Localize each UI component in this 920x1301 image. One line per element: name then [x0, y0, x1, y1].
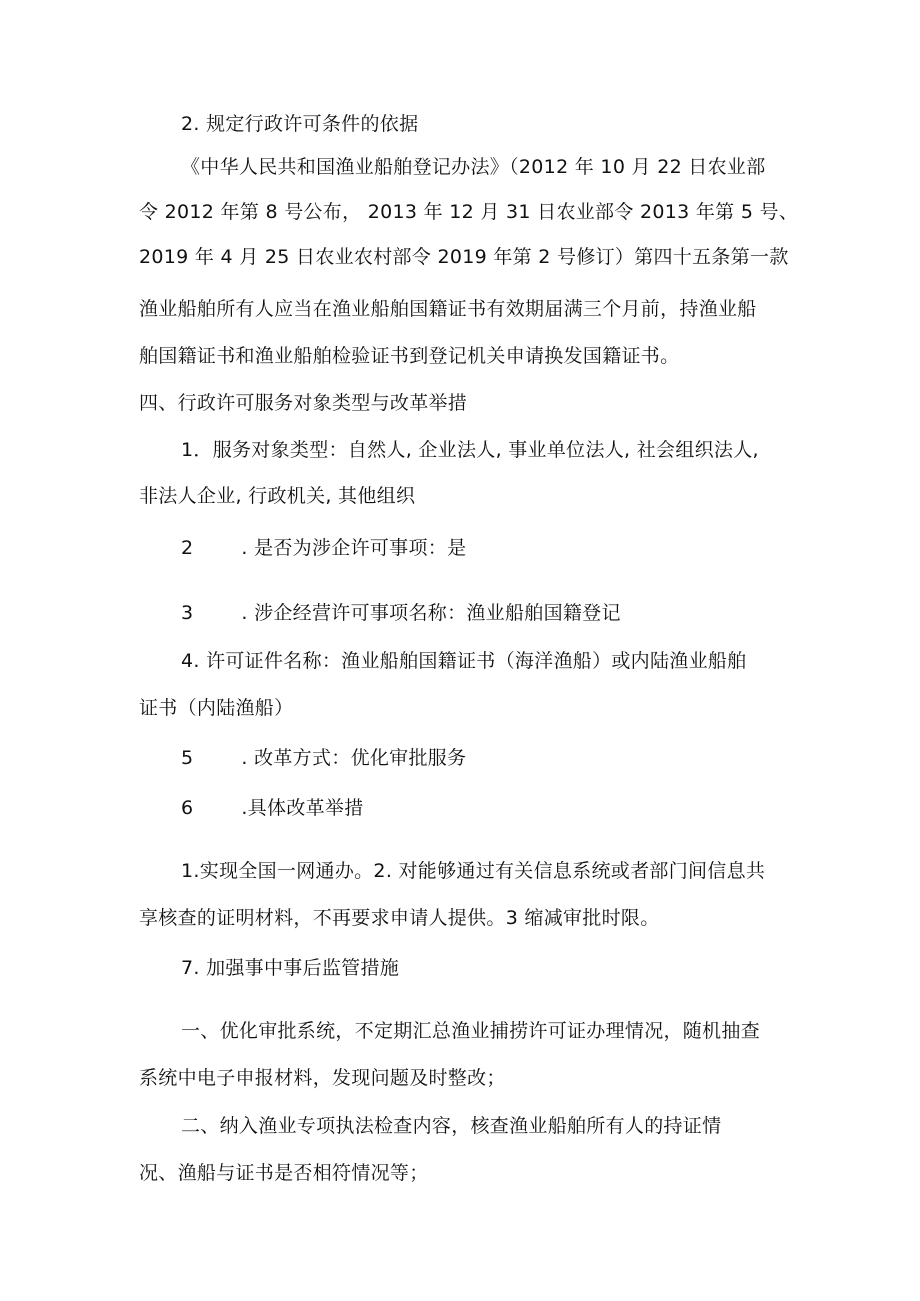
supervision-1-line-1: 一、优化审批系统，不定期汇总渔业捕捞许可证办理情况，随机抽查 — [181, 1020, 761, 1042]
item-4-line-1 — [181, 648, 746, 674]
item-1-line-1 — [181, 437, 759, 463]
basis-line-2: 令 2012 年第 8 号公布， 2013 年 12 月 31 日农业部令 2013 年第 5 号、 — [139, 201, 799, 223]
item-3-number: 3 — [181, 602, 194, 624]
item-3-text: . 涉企经营许可事项名称：渔业船舶国籍登记 — [241, 602, 621, 624]
item-2-text: . 是否为涉企许可事项：是 — [241, 537, 467, 559]
section-2-heading: 2. 规定行政许可条件的依据 — [181, 113, 419, 135]
item-2-number: 2 — [181, 537, 194, 559]
item-1-number: 1 — [181, 439, 194, 461]
basis-line-4: 渔业船舶所有人应当在渔业船舶国籍证书有效期届满三个月前，持渔业船 — [139, 298, 757, 320]
supervision-2-line-2: 况、渔船与证书是否相符情况等； — [139, 1162, 429, 1184]
basis-line-3: 2019 年 4 月 25 日农业农村部令 2019 年第 2 号修订）第四十五条第一款 — [139, 246, 789, 268]
item-2 — [181, 535, 466, 561]
reform-measures-line-1: 1.实现全国一网通办。2. 对能够通过有关信息系统或者部门间信息共 — [181, 860, 766, 882]
section-7-heading: 7. 加强事中事后监管措施 — [181, 957, 400, 979]
item-5-number: 5 — [181, 747, 194, 769]
item-4-text: . 许可证件名称：渔业船舶国籍证书（海洋渔船）或内陆渔业船舶 — [193, 650, 747, 672]
basis-line-1: 《中华人民共和国渔业船舶登记办法》（2012 年 10 月 22 日农业部 — [181, 156, 766, 178]
supervision-2-line-1: 二、纳入渔业专项执法检查内容，核查渔业船舶所有人的持证情 — [181, 1115, 722, 1137]
item-6 — [181, 795, 364, 821]
item-6-number: 6 — [181, 797, 194, 819]
supervision-1-line-2: 系统中电子申报材料，发现问题及时整改； — [139, 1067, 506, 1089]
item-1-text: ．服务对象类型：自然人, 企业法人, 事业单位法人, 社会组织法人, — [193, 439, 759, 461]
item-5-text: . 改革方式：优化审批服务 — [241, 747, 467, 769]
item-4-number: 4 — [181, 650, 194, 672]
item-6-text: .具体改革举措 — [241, 797, 364, 819]
item-4-line-2: 证书（内陆渔船） — [139, 697, 294, 719]
item-3 — [181, 600, 621, 626]
basis-line-5: 舶国籍证书和渔业船舶检验证书到登记机关申请换发国籍证书。 — [139, 345, 680, 367]
reform-measures-line-2: 享核查的证明材料，不再要求申请人提供。3 缩减审批时限。 — [139, 907, 660, 929]
item-5 — [181, 745, 466, 771]
section-4-heading: 四、行政许可服务对象类型与改革举措 — [139, 392, 468, 414]
item-1-line-2: 非法人企业, 行政机关, 其他组织 — [139, 485, 416, 507]
